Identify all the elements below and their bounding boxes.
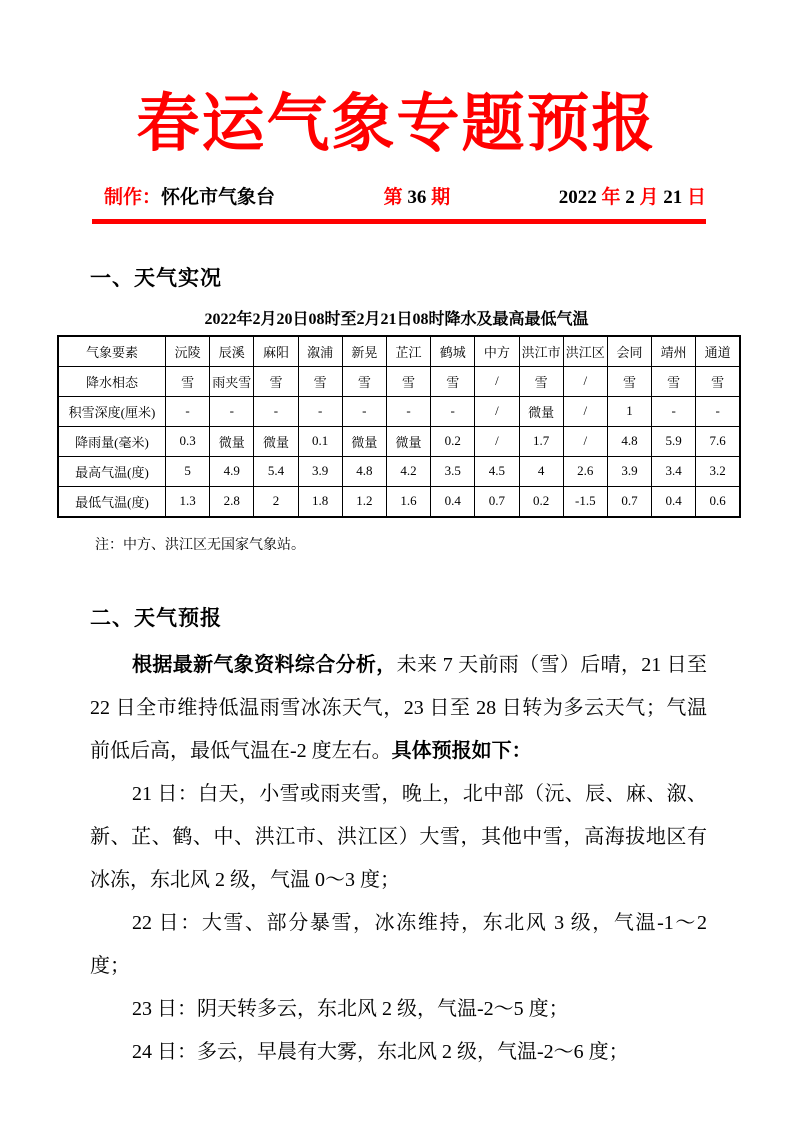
- table-cell: 0.4: [652, 486, 696, 517]
- table-cell: 雪: [166, 366, 210, 396]
- producer-value: 怀化市气象台: [161, 186, 276, 208]
- table-cell: 4: [519, 456, 563, 486]
- table-cell: 5: [166, 456, 210, 486]
- table-body: [58, 366, 740, 517]
- table-cell: /: [563, 426, 607, 456]
- issue-date: [559, 182, 706, 209]
- table-cell: -: [386, 396, 430, 426]
- date-year-unit: 年: [601, 186, 626, 208]
- table-cell: 1.6: [386, 486, 430, 517]
- forecast-day-24: 24 日：多云，早晨有大雾，东北风 2 级，气温-2～6 度；: [132, 1040, 629, 1063]
- table-cell: 微量: [254, 426, 298, 456]
- table-cell: 4.8: [342, 456, 386, 486]
- producer: [104, 182, 275, 209]
- issue-suffix: 期: [426, 186, 451, 208]
- table-cell: 雪: [431, 366, 475, 396]
- producer-label: 制作：: [104, 186, 162, 208]
- table-cell: 5.4: [254, 456, 298, 486]
- table-cell: -: [254, 396, 298, 426]
- date-month: 2: [625, 186, 640, 208]
- table-cell: 雪: [696, 366, 740, 396]
- table-row-label: 降水相态: [58, 366, 166, 396]
- table-cell: 7.6: [696, 426, 740, 456]
- table-cell: 1.3: [166, 486, 210, 517]
- table-cell: 0.4: [431, 486, 475, 517]
- table-row: [58, 486, 740, 517]
- date-month-unit: 月: [639, 186, 664, 208]
- header-meta: [104, 182, 706, 209]
- table-col-header: 沅陵: [166, 336, 210, 367]
- table-cell: 3.9: [607, 456, 651, 486]
- forecast-intro-text: 未来 7 天前雨（雪）后晴，21 日至 22 日全市维持低温雨雪冰冻天气，23 日至 28 日转为多云天气；气温前低后高，最低气温在-2 度左右。: [90, 653, 708, 762]
- table-cell: 2.6: [563, 456, 607, 486]
- table-cell: 1.7: [519, 426, 563, 456]
- table-cell: 4.8: [607, 426, 651, 456]
- table-header-row: [58, 336, 740, 367]
- table-cell: 微量: [386, 426, 430, 456]
- table-cell: 1.8: [298, 486, 342, 517]
- table-cell: 0.2: [431, 426, 475, 456]
- table-cell: 雪: [386, 366, 430, 396]
- table-row-label: 降雨量(毫米): [58, 426, 166, 456]
- table-note: 注：中方、洪江区无国家气象站。: [95, 537, 305, 553]
- table-cell: 雪: [342, 366, 386, 396]
- date-day: 21: [663, 186, 687, 208]
- table-cell: -: [431, 396, 475, 426]
- issue-number: [384, 182, 451, 209]
- table-row: [58, 366, 740, 396]
- table-cell: 1: [607, 396, 651, 426]
- table-cell: /: [475, 426, 519, 456]
- table-cell: -: [166, 396, 210, 426]
- table-cell: -1.5: [563, 486, 607, 517]
- table-col-header: 洪江区: [563, 336, 607, 367]
- table-cell: -: [342, 396, 386, 426]
- table-cell: 3.5: [431, 456, 475, 486]
- table-cell: 4.9: [210, 456, 254, 486]
- table-cell: /: [475, 396, 519, 426]
- table-cell: -: [652, 396, 696, 426]
- table-cell: -: [298, 396, 342, 426]
- table-col-header: 通道: [696, 336, 740, 367]
- table-cell: 3.4: [652, 456, 696, 486]
- table-cell: 0.6: [696, 486, 740, 517]
- forecast-intro-lead: 根据最新气象资料综合分析，: [132, 653, 397, 676]
- table-col-header: 靖州: [652, 336, 696, 367]
- table-cell: 2: [254, 486, 298, 517]
- table-cell: 雪: [254, 366, 298, 396]
- section2-heading: 二、天气预报: [90, 606, 222, 630]
- section1-heading: 一、天气实况: [90, 266, 222, 290]
- table-cell: 2.8: [210, 486, 254, 517]
- table-col-header: 芷江: [386, 336, 430, 367]
- table-cell: /: [563, 366, 607, 396]
- table-cell: 雨夹雪: [210, 366, 254, 396]
- red-divider-rule: [92, 219, 706, 224]
- forecast-body: [90, 644, 707, 1074]
- forecast-intro: [90, 644, 707, 773]
- table-row-label: 最低气温(度): [58, 486, 166, 517]
- table-col-header: 洪江市: [519, 336, 563, 367]
- table-cell: 微量: [342, 426, 386, 456]
- forecast-day-22: 22 日：大雪、部分暴雪，冰冻维持，东北风 3 级，气温-1～2 度；: [90, 911, 707, 977]
- table-col-header: 辰溪: [210, 336, 254, 367]
- table-col-header: 鹤城: [431, 336, 475, 367]
- forecast-day-23: 23 日：阴天转多云，东北风 2 级，气温-2～5 度；: [132, 997, 569, 1020]
- date-day-unit: 日: [686, 186, 706, 208]
- table-row: [58, 396, 740, 426]
- table-cell: 0.7: [475, 486, 519, 517]
- table-col-header: 中方: [475, 336, 519, 367]
- table-cell: -: [210, 396, 254, 426]
- table-cell: 0.1: [298, 426, 342, 456]
- table-cell: 雪: [519, 366, 563, 396]
- table-cell: 5.9: [652, 426, 696, 456]
- issue-prefix: 第: [383, 186, 408, 208]
- document-page: [0, 84, 793, 1122]
- table-cell: 3.2: [696, 456, 740, 486]
- date-year: 2022: [558, 186, 602, 208]
- table-corner-cell: 气象要素: [58, 336, 166, 367]
- table-cell: 微量: [210, 426, 254, 456]
- table-cell: 1.2: [342, 486, 386, 517]
- document-title: 春运气象专题预报: [136, 89, 657, 159]
- table-cell: 3.9: [298, 456, 342, 486]
- forecast-day-21: 21 日：白天，小雪或雨夹雪，晚上，北中部（沅、辰、麻、溆、新、芷、鹤、中、洪江市、洪江区）大雪，其他中雪，高海拔地区有冰冻，东北风 2 级，气温 0～3 度；: [90, 782, 707, 891]
- table-cell: /: [475, 366, 519, 396]
- issue-number-value: 36: [407, 186, 427, 208]
- table-col-header: 溆浦: [298, 336, 342, 367]
- forecast-intro-tail: 具体预报如下：: [391, 739, 532, 762]
- table-cell: 4.5: [475, 456, 519, 486]
- table-row-label: 最高气温(度): [58, 456, 166, 486]
- table-row-label: 积雪深度(厘米): [58, 396, 166, 426]
- table-cell: -: [696, 396, 740, 426]
- table-cell: 雪: [607, 366, 651, 396]
- table-col-header: 麻阳: [254, 336, 298, 367]
- table-row: [58, 426, 740, 456]
- table-col-header: 新晃: [342, 336, 386, 367]
- table-cell: /: [563, 396, 607, 426]
- weather-table: [57, 335, 741, 518]
- table-col-header: 会同: [607, 336, 651, 367]
- table-cell: 雪: [652, 366, 696, 396]
- table-cell: 0.7: [607, 486, 651, 517]
- table-cell: 4.2: [386, 456, 430, 486]
- table-cell: 0.3: [166, 426, 210, 456]
- table-title: 2022年2月20日08时至2月21日08时降水及最高最低气温: [204, 310, 589, 328]
- table-row: [58, 456, 740, 486]
- table-cell: 雪: [298, 366, 342, 396]
- table-cell: 0.2: [519, 486, 563, 517]
- table-cell: 微量: [519, 396, 563, 426]
